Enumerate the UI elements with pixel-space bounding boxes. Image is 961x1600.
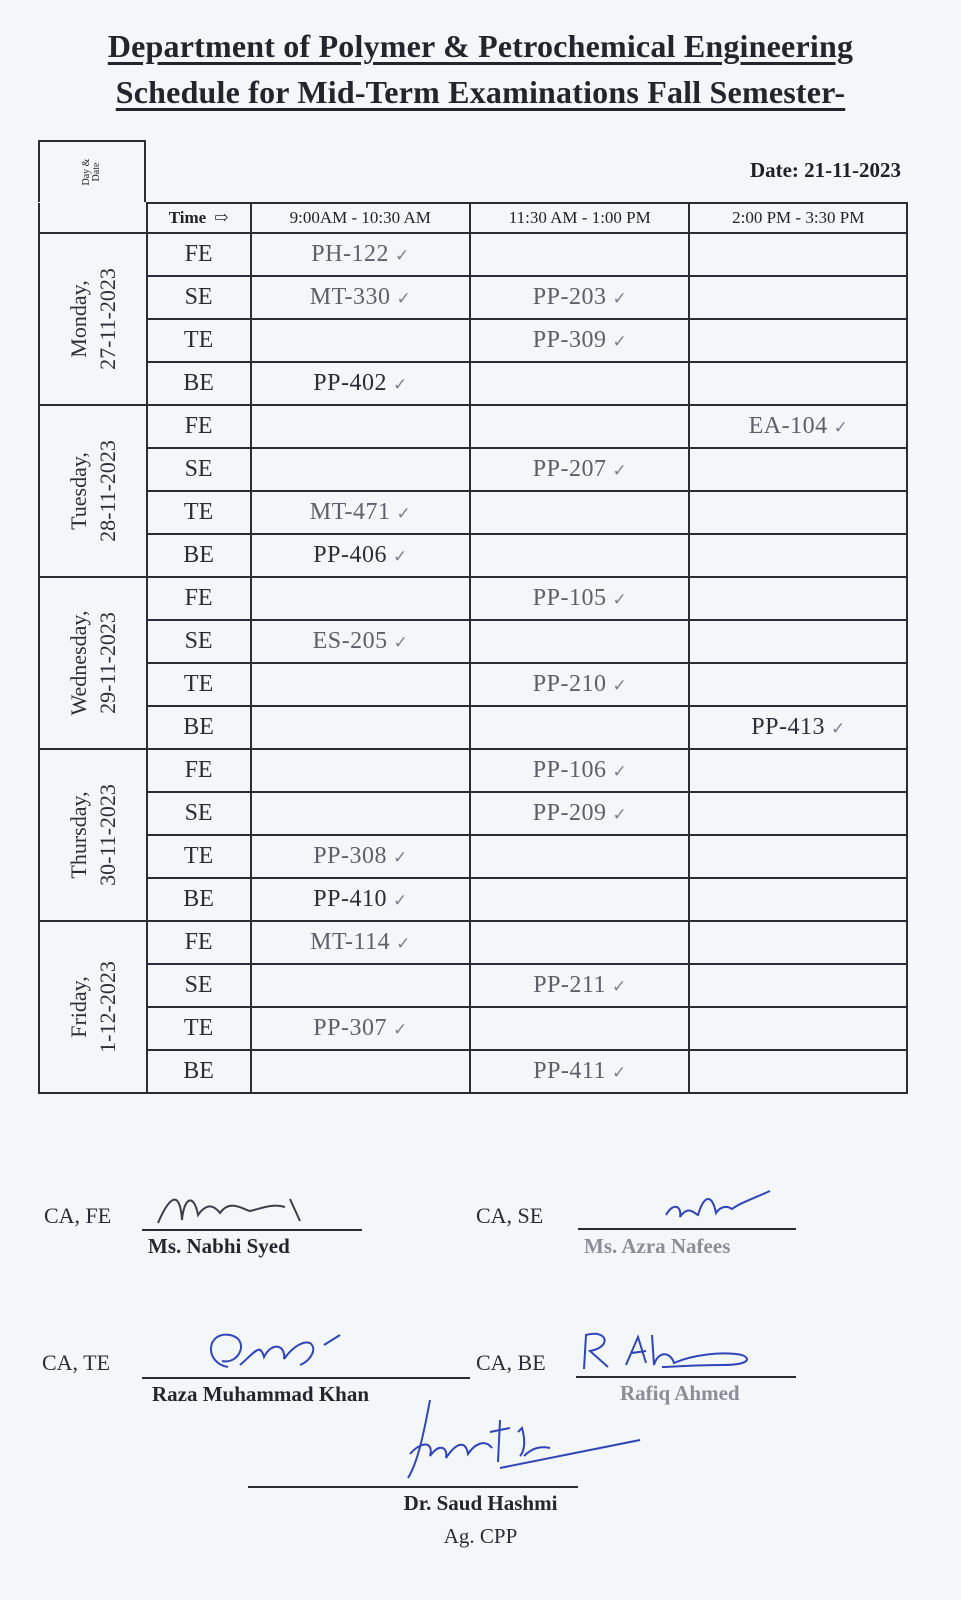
ca-se-signature: [660, 1185, 790, 1230]
year-cell: SE: [147, 792, 251, 835]
year-cell: BE: [147, 362, 251, 405]
exam-cell: [470, 405, 689, 448]
day-name: Friday,: [65, 976, 91, 1038]
course-code: PP-402: [313, 370, 387, 396]
exam-cell: [689, 792, 907, 835]
course-code: PP-413: [751, 714, 825, 740]
exam-cell: [470, 448, 689, 491]
table-row: [39, 878, 907, 921]
exam-cell: [470, 663, 689, 706]
table-row: [39, 1050, 907, 1093]
exam-cell: [689, 706, 907, 749]
exam-cell: [470, 749, 689, 792]
exam-cell: [251, 233, 470, 276]
course-code: PP-207: [532, 456, 607, 482]
department-title: Department of Polymer & Petrochemical Engineering: [107, 28, 854, 64]
year-cell: TE: [147, 1007, 251, 1050]
course-code: MT-471: [309, 499, 391, 525]
course-code: PH-122: [311, 241, 389, 267]
exam-cell: [689, 362, 907, 405]
day-date-text: [64, 961, 122, 1053]
exam-cell: [470, 1007, 689, 1050]
exam-cell: [251, 792, 470, 835]
exam-cell: [251, 835, 470, 878]
exam-cell: [689, 534, 907, 577]
year-cell: TE: [147, 491, 251, 534]
table-row: [39, 921, 907, 964]
day-date-label: Day & Date: [81, 158, 102, 186]
check-mark-icon: ✓: [396, 289, 411, 308]
exam-cell: [470, 620, 689, 663]
table-row: [39, 835, 907, 878]
check-mark-icon: ✓: [392, 1020, 408, 1039]
exam-cell: [470, 792, 689, 835]
year-cell: TE: [147, 663, 251, 706]
course-code: PP-410: [313, 886, 387, 912]
year-cell: BE: [147, 706, 251, 749]
exam-cell: [251, 706, 470, 749]
year-cell: FE: [147, 749, 251, 792]
exam-cell: [470, 577, 689, 620]
exam-cell: [689, 448, 907, 491]
day-date: 29-11-2023: [94, 612, 120, 714]
year-cell: SE: [147, 964, 251, 1007]
day-date: 30-11-2023: [94, 784, 120, 886]
ca-se-name: Ms. Azra Nafees: [584, 1234, 731, 1258]
exam-cell: [470, 534, 689, 577]
check-mark-icon: ✓: [612, 676, 627, 695]
time-slot-header: 11:30 AM - 1:00 PM: [470, 203, 689, 233]
exam-cell: [470, 276, 689, 319]
year-cell: FE: [147, 405, 251, 448]
exam-cell: [470, 319, 689, 362]
day-cell: [39, 749, 147, 921]
year-cell: FE: [147, 921, 251, 964]
course-code: PP-411: [533, 1058, 607, 1084]
ca-te-role: CA, TE: [42, 1350, 111, 1375]
table-row: [39, 276, 907, 319]
ca-fe-signature: [150, 1185, 330, 1235]
exam-cell: [251, 878, 470, 921]
exam-cell: [251, 534, 470, 577]
day-cell: [39, 577, 147, 749]
exam-cell: [470, 706, 689, 749]
table-row: [39, 448, 907, 491]
exam-cell: [251, 1007, 470, 1050]
exam-cell: [251, 362, 470, 405]
check-mark-icon: ✓: [392, 891, 408, 910]
table-row: [39, 405, 907, 448]
schedule-title: Schedule for Mid-Term Examinations Fall Semester-: [115, 74, 846, 110]
day-date-text: [64, 611, 122, 716]
check-mark-icon: ✓: [392, 848, 408, 867]
day-date: 27-11-2023: [94, 268, 120, 370]
check-mark-icon: ✓: [396, 934, 411, 953]
ca-be-signature-line: [576, 1376, 796, 1378]
check-mark-icon: ✓: [612, 332, 627, 351]
ca-se-role: CA, SE: [476, 1203, 544, 1228]
exam-cell: [251, 577, 470, 620]
cpp-name: Dr. Saud Hashmi: [403, 1491, 558, 1515]
cpp-signature-line: [248, 1486, 578, 1488]
time-label: Time: [168, 208, 207, 227]
check-mark-icon: ✓: [612, 1063, 627, 1082]
exam-cell: [689, 319, 907, 362]
year-cell: FE: [147, 577, 251, 620]
exam-cell: [689, 405, 907, 448]
course-code: PP-211: [533, 972, 607, 998]
time-slot-header: 9:00AM - 10:30 AM: [251, 203, 470, 233]
cpp-signature: [400, 1392, 650, 1482]
exam-cell: [689, 663, 907, 706]
exam-schedule-table: [38, 202, 908, 1094]
course-code: PP-210: [532, 671, 607, 697]
check-mark-icon: ✓: [612, 590, 627, 609]
exam-cell: [689, 749, 907, 792]
exam-cell: [251, 448, 470, 491]
table-row: [39, 706, 907, 749]
table-row: [39, 534, 907, 577]
course-code: PP-105: [532, 585, 607, 611]
exam-cell: [470, 921, 689, 964]
exam-cell: [251, 319, 470, 362]
day-cell: [39, 921, 147, 1093]
ca-be-role: CA, BE: [476, 1350, 546, 1375]
exam-cell: [470, 491, 689, 534]
exam-cell: [689, 1050, 907, 1093]
course-code: ES-205: [312, 628, 388, 654]
exam-cell: [689, 964, 907, 1007]
check-mark-icon: ✓: [394, 246, 410, 265]
ca-te-name: Raza Muhammad Khan: [152, 1382, 370, 1406]
exam-cell: [689, 491, 907, 534]
year-cell: SE: [147, 276, 251, 319]
ca-te-signature-line: [142, 1377, 470, 1379]
year-cell: TE: [147, 319, 251, 362]
exam-cell: [251, 491, 470, 534]
day-cell: [39, 405, 147, 577]
exam-cell: [251, 276, 470, 319]
exam-cell: [689, 878, 907, 921]
day-name: Tuesday,: [65, 452, 91, 530]
check-mark-icon: ✓: [392, 375, 408, 394]
table-row: [39, 663, 907, 706]
day-cell: [39, 233, 147, 405]
year-cell: SE: [147, 448, 251, 491]
check-mark-icon: ✓: [612, 977, 627, 996]
course-code: MT-330: [309, 284, 391, 310]
exam-cell: [689, 921, 907, 964]
exam-cell: [470, 835, 689, 878]
check-mark-icon: ✓: [612, 805, 627, 824]
day-date-header-box: [38, 140, 146, 202]
table-row: [39, 319, 907, 362]
table-row: [39, 620, 907, 663]
ca-fe-signature-line: [142, 1229, 362, 1231]
course-code: PP-406: [313, 542, 387, 568]
course-code: PP-209: [532, 800, 607, 826]
year-cell: BE: [147, 1050, 251, 1093]
exam-cell: [470, 964, 689, 1007]
table-row: [39, 233, 907, 276]
course-code: PP-309: [532, 327, 607, 353]
year-cell: SE: [147, 620, 251, 663]
schedule-date: Date: 21-11-2023: [749, 158, 901, 182]
exam-cell: [689, 835, 907, 878]
year-cell: BE: [147, 878, 251, 921]
exam-cell: [251, 1050, 470, 1093]
check-mark-icon: ✓: [612, 461, 627, 480]
table-row: [39, 1007, 907, 1050]
ca-be-name: Rafiq Ahmed: [620, 1381, 740, 1405]
year-cell: BE: [147, 534, 251, 577]
exam-cell: [470, 878, 689, 921]
exam-cell: [251, 921, 470, 964]
day-column-header: [39, 203, 147, 233]
ca-fe-name: Ms. Nabhi Syed: [148, 1234, 290, 1258]
day-date-text: [64, 268, 122, 370]
check-mark-icon: ✓: [833, 418, 848, 437]
ca-te-signature: [200, 1325, 370, 1385]
ca-fe-role: CA, FE: [44, 1203, 112, 1228]
day-date: 1-12-2023: [94, 961, 120, 1053]
exam-cell: [689, 620, 907, 663]
day-date: 28-11-2023: [94, 440, 120, 542]
day-name: Monday,: [65, 280, 91, 358]
table-row: [39, 491, 907, 534]
day-name: Thursday,: [65, 791, 91, 879]
course-code: MT-114: [310, 929, 391, 955]
course-code: PP-307: [313, 1015, 387, 1041]
course-code: PP-203: [532, 284, 607, 310]
exam-cell: [470, 1050, 689, 1093]
check-mark-icon: ✓: [830, 719, 846, 738]
exam-cell: [689, 577, 907, 620]
check-mark-icon: ✓: [396, 504, 411, 523]
table-row: [39, 749, 907, 792]
ca-se-signature-line: [578, 1228, 796, 1230]
table-row: [39, 577, 907, 620]
check-mark-icon: ✓: [392, 547, 408, 566]
year-cell: TE: [147, 835, 251, 878]
day-date-text: [64, 784, 122, 886]
course-code: PP-308: [313, 843, 387, 869]
check-mark-icon: ✓: [612, 289, 627, 308]
cpp-title: Ag. CPP: [443, 1524, 518, 1548]
day-date-text: [64, 440, 122, 542]
exam-cell: [251, 964, 470, 1007]
table-row: [39, 964, 907, 1007]
exam-cell: [689, 233, 907, 276]
check-mark-icon: ✓: [612, 762, 627, 781]
exam-cell: [470, 233, 689, 276]
table-row: [39, 362, 907, 405]
exam-cell: [470, 362, 689, 405]
course-code: PP-106: [532, 757, 607, 783]
check-mark-icon: ✓: [393, 633, 408, 652]
exam-cell: [251, 749, 470, 792]
day-name: Wednesday,: [65, 610, 91, 716]
time-header-row: [39, 203, 907, 233]
ca-be-signature: [572, 1325, 772, 1375]
course-code: EA-104: [748, 413, 828, 439]
exam-cell: [251, 663, 470, 706]
year-cell: FE: [147, 233, 251, 276]
time-slot-header: 2:00 PM - 3:30 PM: [689, 203, 907, 233]
right-arrow-icon: ⇨: [214, 208, 229, 227]
time-column-header: [147, 203, 251, 233]
exam-cell: [251, 620, 470, 663]
exam-cell: [689, 276, 907, 319]
table-row: [39, 792, 907, 835]
exam-cell: [251, 405, 470, 448]
exam-cell: [689, 1007, 907, 1050]
